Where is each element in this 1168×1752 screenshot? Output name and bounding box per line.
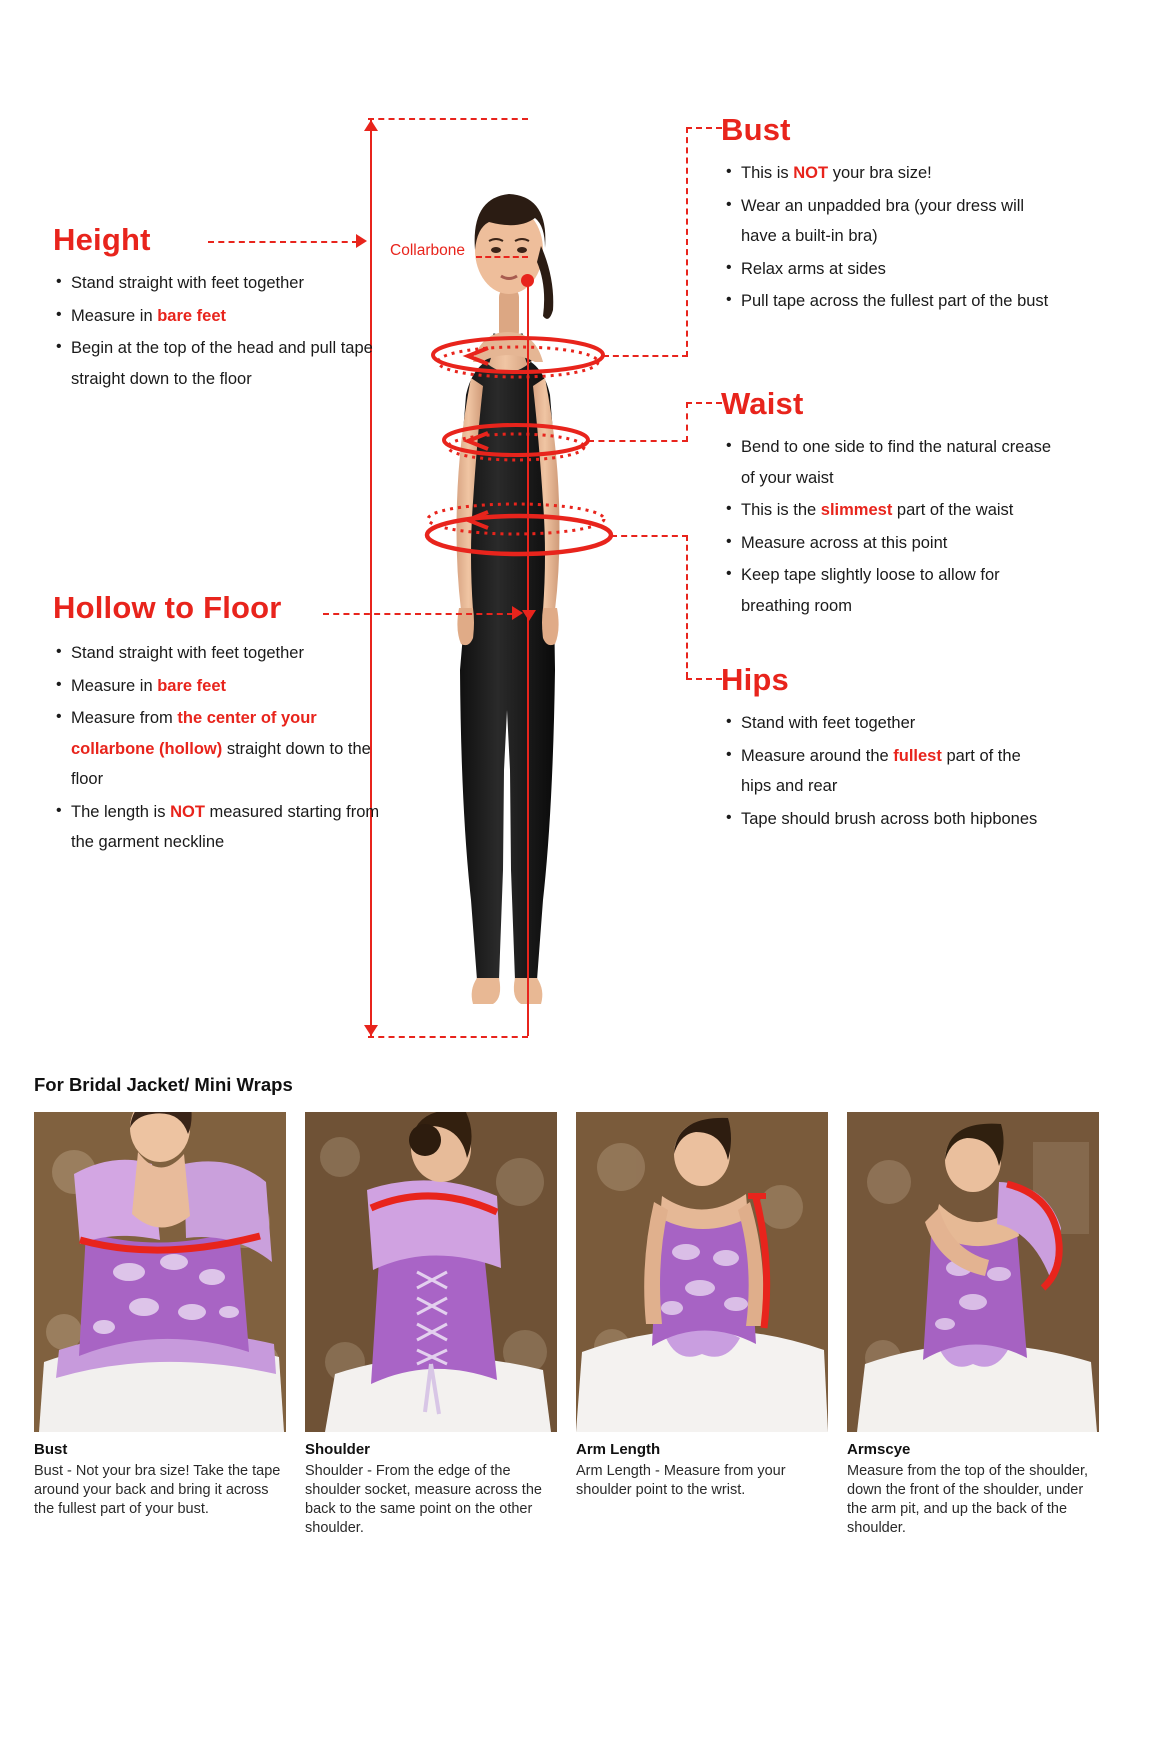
card-shoulder-title: Shoulder	[305, 1441, 371, 1458]
list-item: • Keep tape slightly loose to allow for breathing room	[724, 560, 1064, 621]
list-item: • Bend to one side to find the natural crease of your waist	[724, 432, 1064, 493]
list-item: • Stand straight with feet together	[54, 638, 384, 669]
measurement-diagram	[18, 0, 1150, 1060]
bridal-jacket-section	[18, 1062, 1150, 1752]
card-shoulder-photo	[305, 1112, 557, 1432]
height-heading: Height	[53, 222, 151, 257]
bridal-jacket-card-row	[34, 1112, 1134, 1538]
measurement-guide-page	[18, 0, 1150, 1752]
list-item: • Measure from the center of your collarbone (hollow) straight down to the floor	[54, 703, 384, 795]
hollow-heading: Hollow to Floor	[53, 590, 282, 625]
hips-connector-h	[611, 535, 688, 537]
card-arm-length	[576, 1112, 828, 1538]
bust-connector-head	[686, 127, 722, 129]
card-armscye-desc: Measure from the top of the shoulder, down the front of the shoulder, under the arm pit, and up the back of the shoulder.	[847, 1463, 1088, 1536]
list-item: • Relax arms at sides	[724, 254, 1054, 285]
collarbone-point	[521, 274, 534, 287]
card-armscye	[847, 1112, 1099, 1538]
list-item: • Stand with feet together	[724, 708, 1054, 739]
height-arrow-bottom	[364, 1025, 378, 1036]
collarbone-connector	[476, 256, 528, 258]
card-armscye-title: Armscye	[847, 1441, 911, 1458]
card-armscye-photo	[847, 1112, 1099, 1432]
hollow-connector	[323, 613, 513, 615]
waist-connector-h	[588, 440, 688, 442]
hips-heading: Hips	[721, 662, 789, 697]
card-shoulder	[305, 1112, 557, 1538]
hollow-arrow	[522, 610, 536, 621]
height-bullet-list	[54, 268, 384, 396]
list-item: • This is NOT your bra size!	[724, 158, 1054, 189]
hollow-bullet-list	[54, 638, 384, 860]
height-line	[370, 118, 372, 1038]
height-top-tick	[368, 118, 528, 120]
list-item: • Tape should brush across both hipbones	[724, 804, 1054, 835]
waist-connector-v	[686, 402, 688, 442]
height-connector	[208, 241, 358, 243]
card-bust-title: Bust	[34, 1441, 68, 1458]
bridal-jacket-title: For Bridal Jacket/ Mini Wraps	[34, 1074, 293, 1095]
collarbone-label: Collarbone	[390, 242, 465, 259]
card-bust-photo	[34, 1112, 286, 1432]
hollow-to-floor-line	[527, 280, 529, 1036]
list-item: • Wear an unpadded bra (your dress will have a built-in bra)	[724, 191, 1054, 252]
height-connector-arrow	[356, 234, 367, 248]
card-arm-length-desc: Arm Length - Measure from your shoulder point to the wrist.	[576, 1463, 786, 1498]
list-item: • Measure in bare feet	[54, 301, 384, 332]
hollow-connector-arrow	[512, 606, 523, 620]
list-item: • Measure in bare feet	[54, 671, 384, 702]
height-arrow-top	[364, 120, 378, 131]
list-item: • Pull tape across the fullest part of the bust	[724, 286, 1054, 317]
bust-connector-h	[603, 355, 688, 357]
list-item: • Stand straight with feet together	[54, 268, 384, 299]
card-bust-desc: Bust - Not your bra size! Take the tape around your back and bring it across the fullest part of your bust.	[34, 1463, 281, 1517]
waist-connector-head	[686, 402, 722, 404]
list-item: • The length is NOT measured starting from the garment neckline	[54, 797, 384, 858]
waist-heading: Waist	[721, 386, 804, 421]
bust-heading: Bust	[721, 112, 791, 147]
list-item: • This is the slimmest part of the waist	[724, 495, 1064, 526]
bust-connector-v	[686, 127, 688, 357]
hips-connector-v	[686, 535, 688, 678]
list-item: • Measure across at this point	[724, 528, 1064, 559]
waist-bullet-list	[724, 432, 1064, 623]
card-bust	[34, 1112, 286, 1538]
hips-connector-head	[686, 678, 722, 680]
list-item: • Measure around the fullest part of the hips and rear	[724, 741, 1054, 802]
hips-bullet-list	[724, 708, 1054, 836]
card-shoulder-desc: Shoulder - From the edge of the shoulder socket, measure across the back to the same point on the other shoulder.	[305, 1463, 542, 1536]
height-bottom-tick	[368, 1036, 528, 1038]
bust-bullet-list	[724, 158, 1054, 319]
card-arm-length-photo	[576, 1112, 828, 1432]
card-arm-length-title: Arm Length	[576, 1441, 661, 1458]
list-item: • Begin at the top of the head and pull tape straight down to the floor	[54, 333, 384, 394]
